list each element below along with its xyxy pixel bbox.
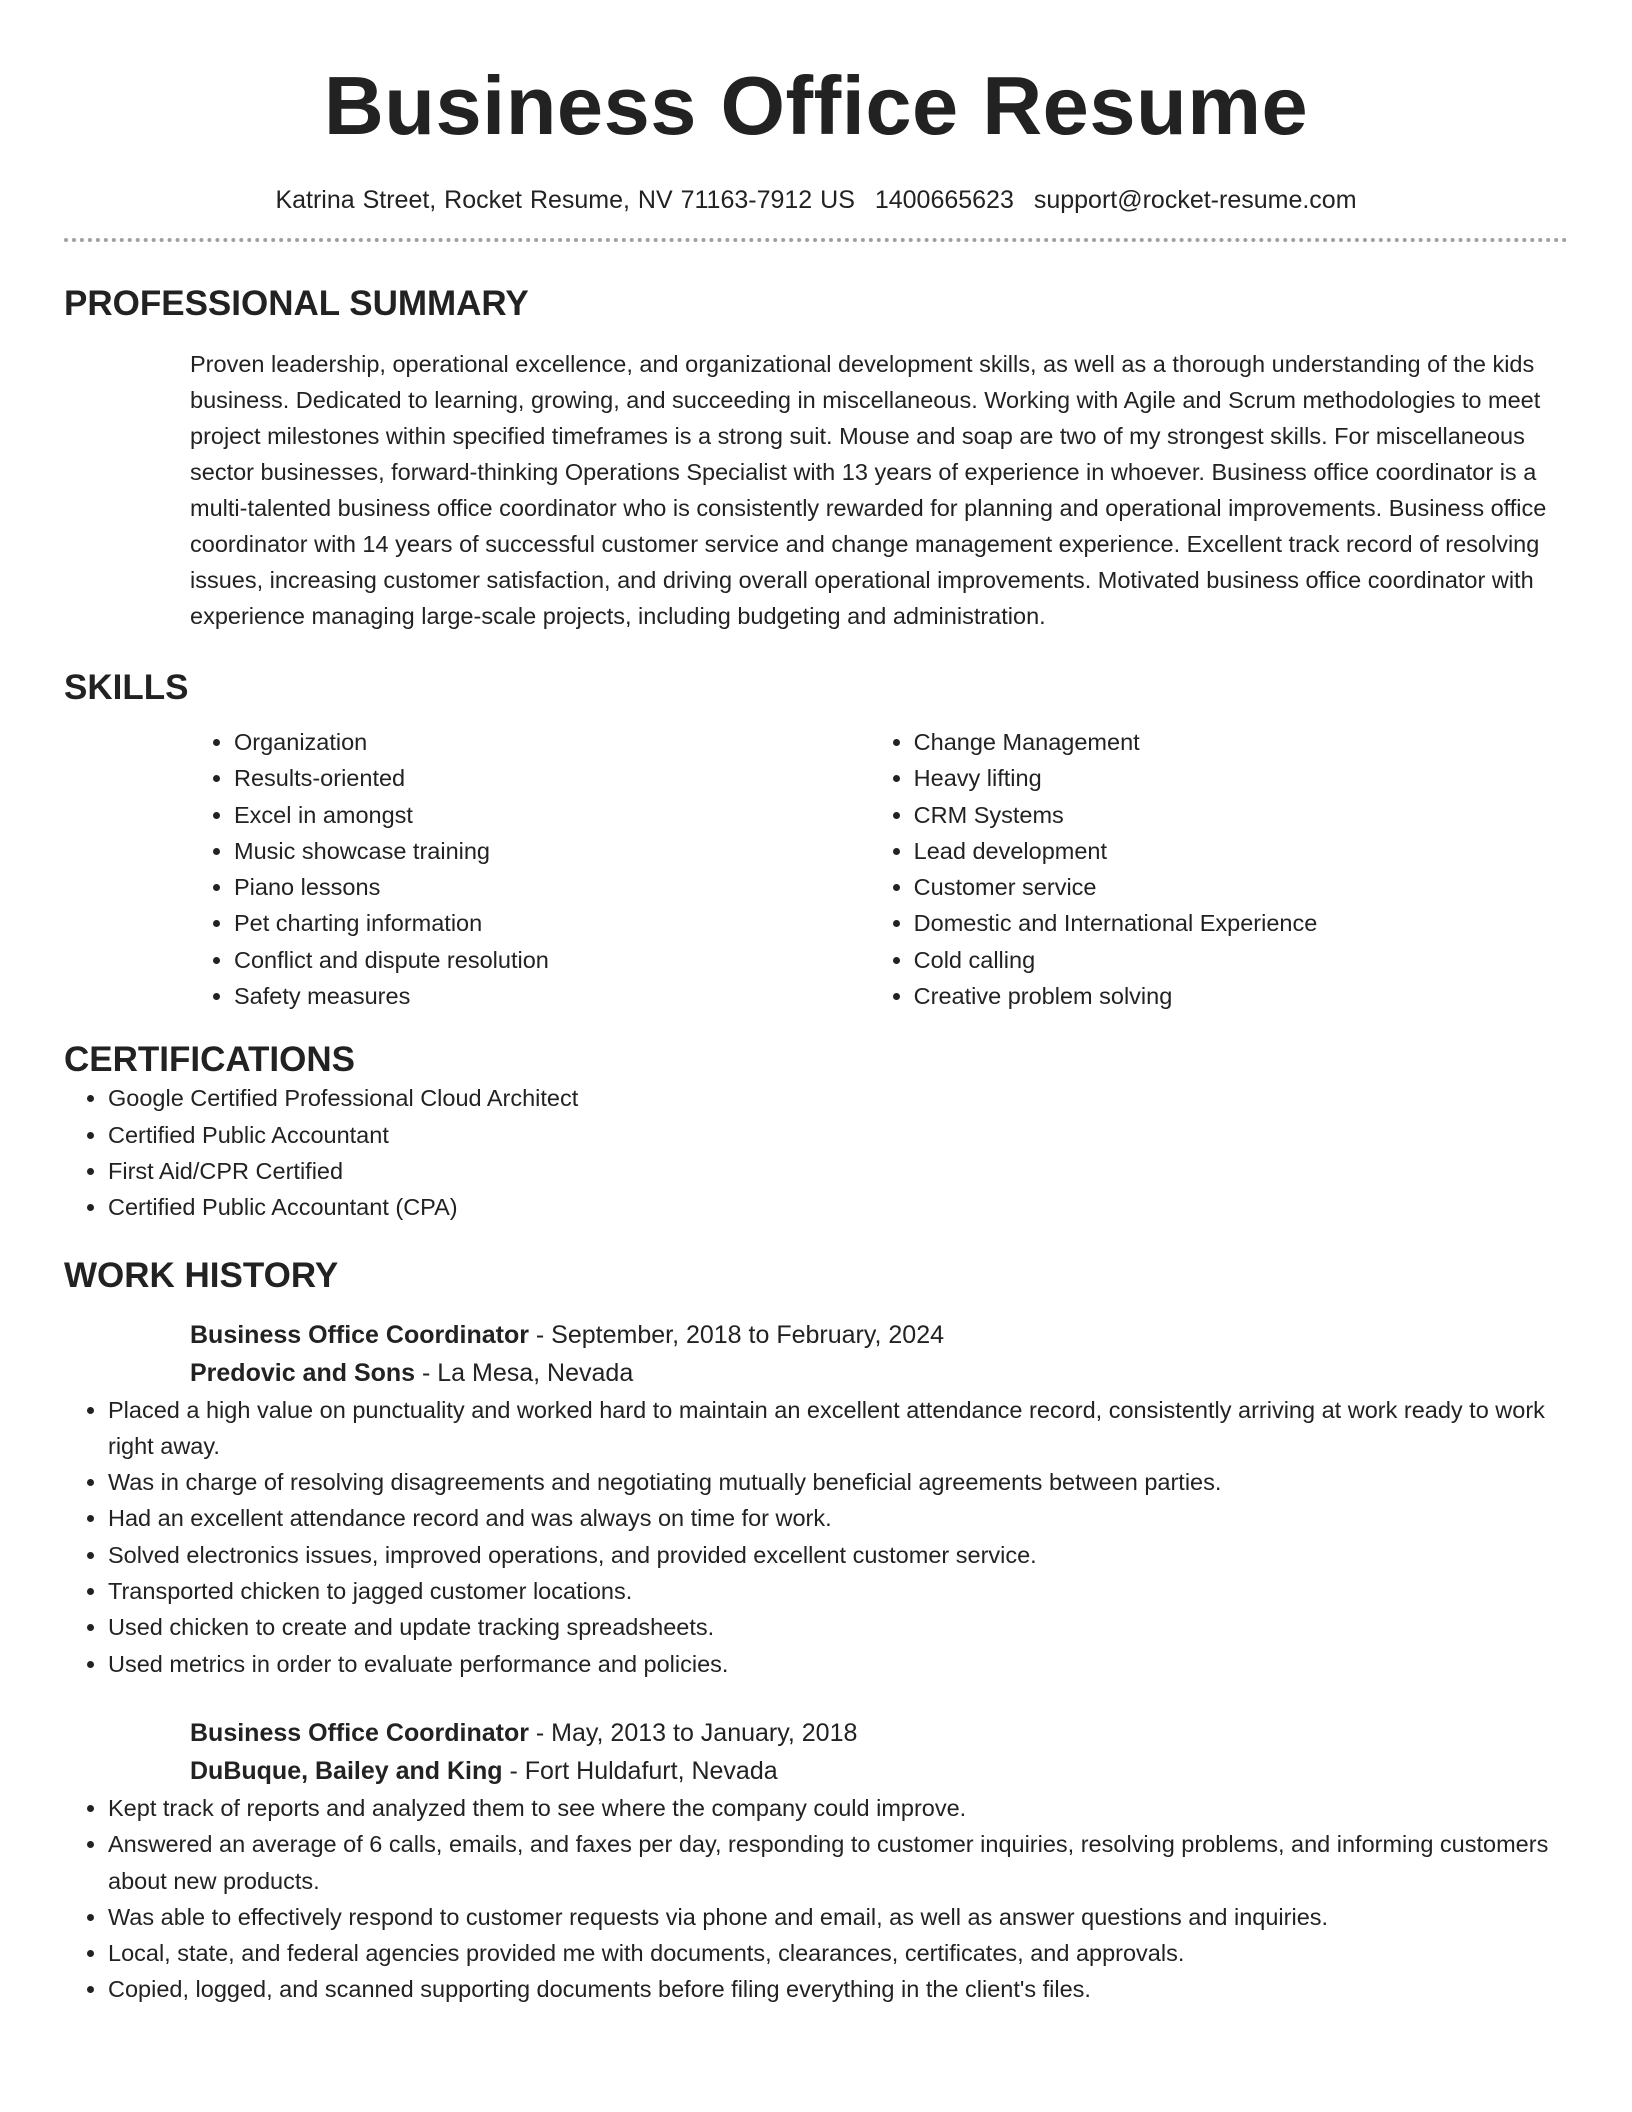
job-duties-list bbox=[64, 1790, 1568, 2008]
job-duty: • Was able to effectively respond to customer requests via phone and email, as well as answer questions and inquiries. bbox=[108, 1899, 1568, 1935]
job-dates: - May, 2013 to January, 2018 bbox=[528, 1718, 858, 1747]
job-company: Predovic and Sons bbox=[190, 1358, 416, 1387]
job-company: DuBuque, Bailey and King bbox=[190, 1756, 503, 1785]
certification-item: • Google Certified Professional Cloud Architect bbox=[108, 1080, 1568, 1116]
certifications-heading: CERTIFICATIONS bbox=[64, 1040, 356, 1080]
job-duty: • Used metrics in order to evaluate performance and policies. bbox=[108, 1646, 1568, 1682]
certification-item: • Certified Public Accountant (CPA) bbox=[108, 1189, 1568, 1225]
skill-item: • Results-oriented bbox=[234, 760, 870, 796]
job-entry bbox=[64, 1316, 1568, 1682]
job-duty: • Copied, logged, and scanned supporting documents before filing everything in the client's files. bbox=[108, 1971, 1568, 2007]
skill-item: • Change Management bbox=[914, 724, 1568, 760]
skill-item: • Customer service bbox=[914, 869, 1568, 905]
skill-item: • Music showcase training bbox=[234, 833, 870, 869]
skill-item: • Piano lessons bbox=[234, 869, 870, 905]
skill-item: • Lead development bbox=[914, 833, 1568, 869]
job-role: Business Office Coordinator bbox=[190, 1320, 529, 1349]
certifications-list bbox=[64, 1080, 1568, 1225]
skill-item: • Heavy lifting bbox=[914, 760, 1568, 796]
job-entry bbox=[64, 1714, 1568, 2008]
skills-column-right bbox=[870, 724, 1568, 1014]
job-duty: • Local, state, and federal agencies provided me with documents, clearances, certificates, and approvals. bbox=[108, 1935, 1568, 1971]
job-duty: • Answered an average of 6 calls, emails, and faxes per day, responding to customer inquiries, resolving problems, and informing customers about new products. bbox=[108, 1826, 1568, 1899]
job-location: - Fort Huldafurt, Nevada bbox=[502, 1756, 778, 1785]
header-divider bbox=[64, 238, 1568, 242]
job-duty: • Kept track of reports and analyzed them to see where the company could improve. bbox=[108, 1790, 1568, 1826]
job-duty: • Transported chicken to jagged customer locations. bbox=[108, 1573, 1568, 1609]
skill-item: • Pet charting information bbox=[234, 905, 870, 941]
job-duty: • Placed a high value on punctuality and worked hard to maintain an excellent attendance record, consistently arriving at work ready to work right away. bbox=[108, 1392, 1568, 1465]
skill-item: • Cold calling bbox=[914, 942, 1568, 978]
skill-item: • Domestic and International Experience bbox=[914, 905, 1568, 941]
job-duties-list bbox=[64, 1392, 1568, 1682]
job-location: - La Mesa, Nevada bbox=[415, 1358, 634, 1387]
skills-heading: SKILLS bbox=[64, 668, 189, 707]
skills-list bbox=[190, 724, 1568, 1014]
certification-item: • First Aid/CPR Certified bbox=[108, 1153, 1568, 1189]
skill-item: • Conflict and dispute resolution bbox=[234, 942, 870, 978]
job-title-line bbox=[190, 1714, 1568, 1752]
skill-item: • Safety measures bbox=[234, 978, 870, 1014]
job-duty: • Had an excellent attendance record and was always on time for work. bbox=[108, 1500, 1568, 1536]
job-dates: - September, 2018 to February, 2024 bbox=[528, 1320, 945, 1349]
contact-email: support@rocket-resume.com bbox=[1033, 186, 1357, 214]
work-history-heading: WORK HISTORY bbox=[64, 1255, 339, 1295]
contact-phone: 1400665623 bbox=[874, 186, 1014, 214]
job-duty: • Was in charge of resolving disagreements and negotiating mutually beneficial agreements between parties. bbox=[108, 1464, 1568, 1500]
job-title-line bbox=[190, 1316, 1568, 1354]
skill-item: • Creative problem solving bbox=[914, 978, 1568, 1014]
job-duty: • Solved electronics issues, improved operations, and provided excellent customer service. bbox=[108, 1537, 1568, 1573]
skill-item: • Organization bbox=[234, 724, 870, 760]
skill-item: • Excel in amongst bbox=[234, 797, 870, 833]
certification-item: • Certified Public Accountant bbox=[108, 1117, 1568, 1153]
skills-column-left bbox=[190, 724, 870, 1014]
job-role: Business Office Coordinator bbox=[190, 1718, 529, 1747]
job-company-line bbox=[190, 1354, 1568, 1392]
summary-heading: PROFESSIONAL SUMMARY bbox=[64, 284, 529, 323]
job-company-line bbox=[190, 1752, 1568, 1790]
skill-item: • CRM Systems bbox=[914, 797, 1568, 833]
resume-page bbox=[64, 0, 1568, 2008]
job-duty: • Used chicken to create and update tracking spreadsheets. bbox=[108, 1609, 1568, 1645]
resume-title: Business Office Resume bbox=[323, 59, 1309, 152]
summary-text: Proven leadership, operational excellence, and organizational development skills, as well as a thorough understanding of the kids business. Dedicated to learning, growing, and succeeding in miscellaneous. Working with Agile and Scrum methodologies to meet project milestones within specified timeframes is a strong suit. Mouse and soap are two of my strongest skills. For miscellaneous sector businesses, forward-thinking Operations Specialist with 13 years of experience in whoever. Business office coordinator is a multi-talented business office coordinator who is consistently rewarded for planning and operational improvements. Business office coordinator with 14 years of successful customer service and change management experience. Excellent track record of resolving issues, increasing customer satisfaction, and driving overall operational improvements. Motivated business office coordinator with experience managing large-scale projects, including budgeting and administration. bbox=[190, 351, 1547, 629]
contact-line bbox=[64, 184, 1568, 216]
contact-address: Katrina Street, Rocket Resume, NV 71163-7912 US bbox=[275, 186, 855, 214]
